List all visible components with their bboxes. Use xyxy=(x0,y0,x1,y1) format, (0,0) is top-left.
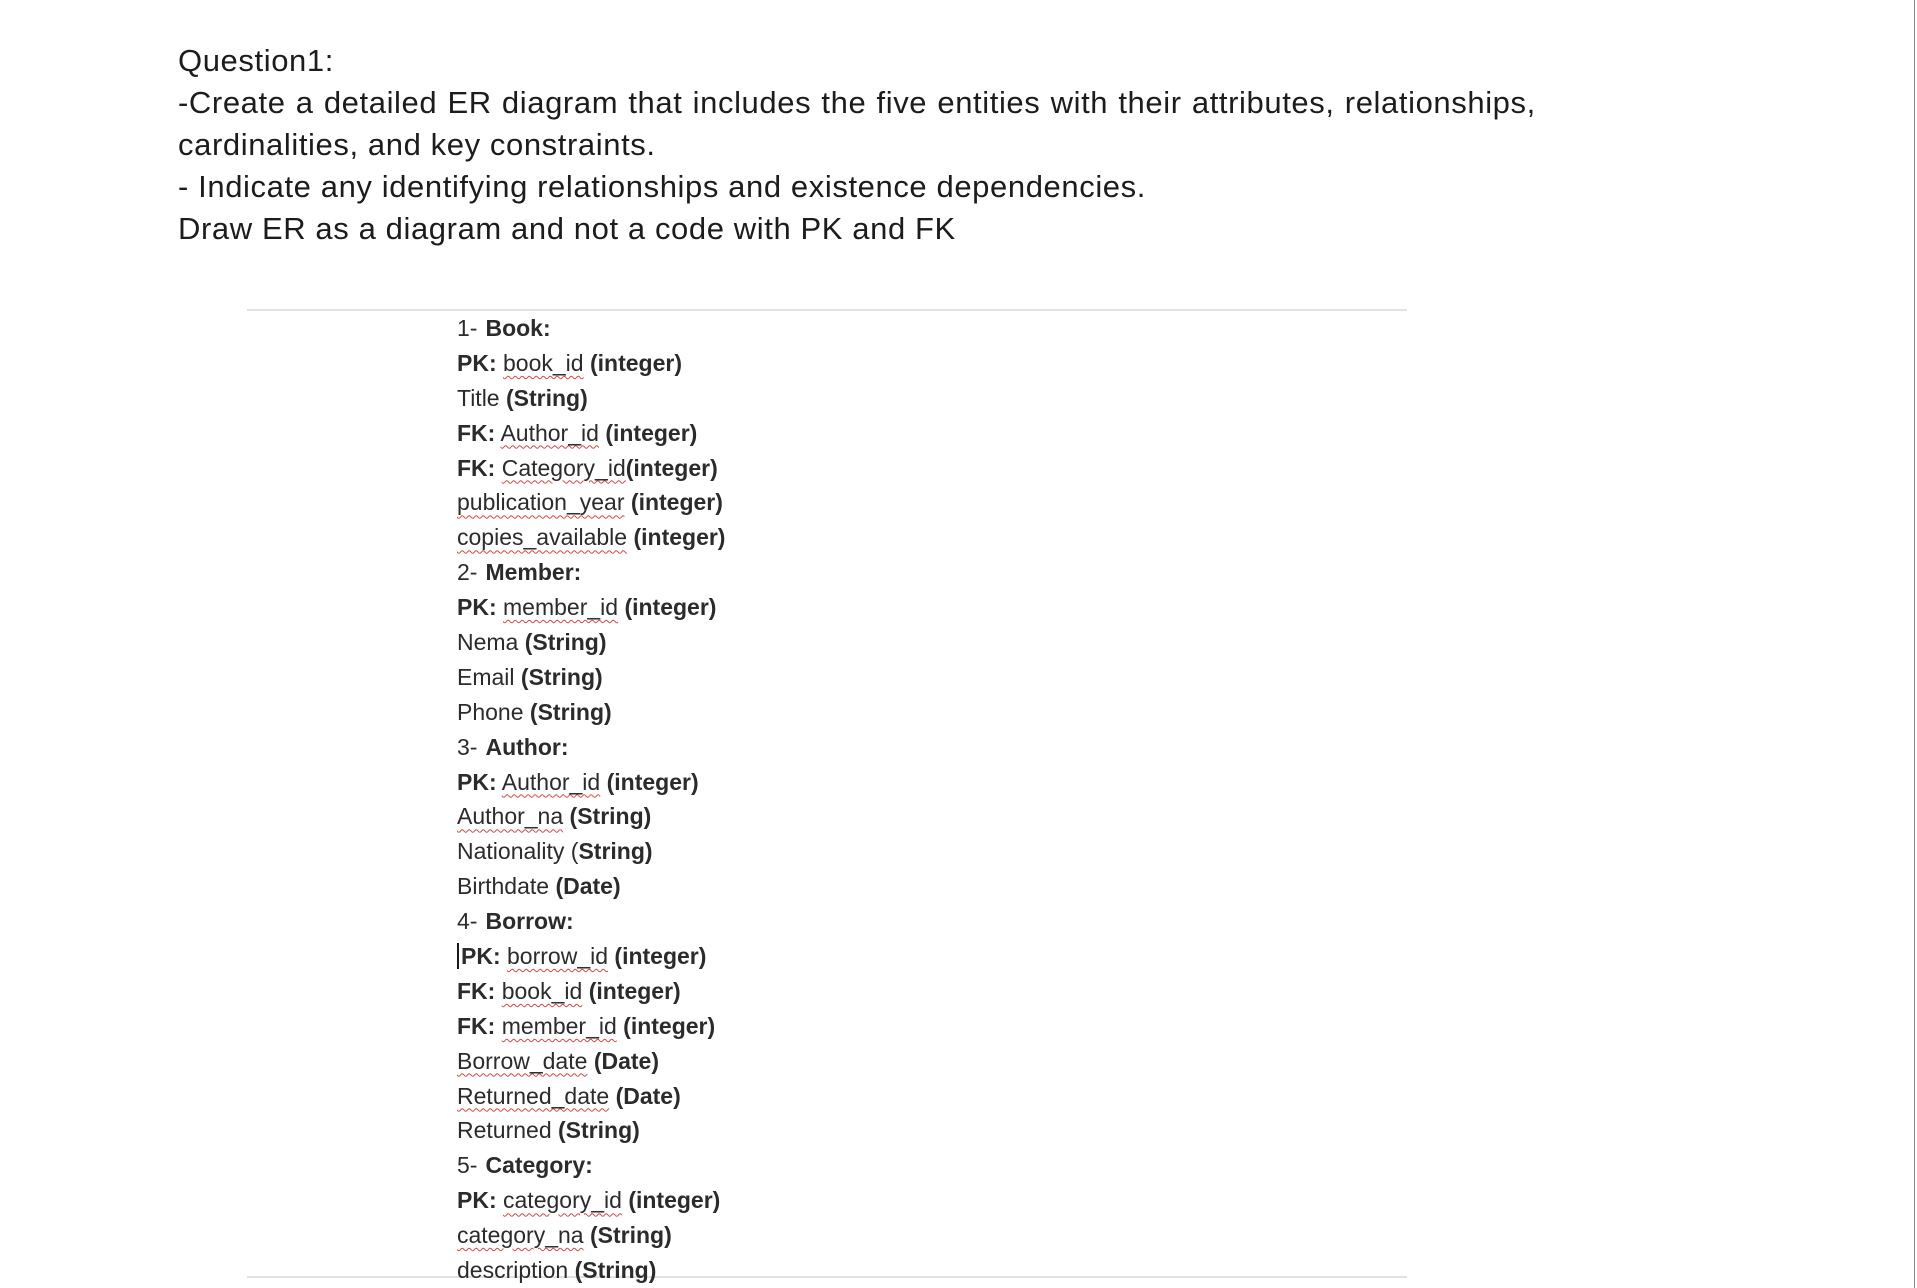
attribute-row xyxy=(457,974,725,1009)
attribute-type: (integer) xyxy=(630,489,723,516)
attribute-type: (integer) xyxy=(624,594,717,621)
key-prefix: PK: xyxy=(461,943,501,970)
attribute-name: Nationality ( xyxy=(457,838,579,865)
attribute-name: Category_id xyxy=(501,454,626,481)
attribute-row xyxy=(457,590,725,625)
attribute-type: (integer) xyxy=(589,349,682,376)
text-cursor xyxy=(457,943,459,969)
attribute-row xyxy=(457,381,725,416)
attribute-name: Author_id xyxy=(501,768,601,795)
attribute-type: (integer) xyxy=(633,524,726,551)
attribute-name: Email xyxy=(457,663,515,690)
entity-number: 5- xyxy=(457,1152,478,1179)
entity-name: Category: xyxy=(485,1152,593,1179)
entity-name: Member: xyxy=(485,559,582,586)
question-line-2: cardinalities, and key constraints. xyxy=(178,127,656,162)
attribute-name: copies_available xyxy=(457,524,628,551)
attribute-row xyxy=(457,485,725,520)
attribute-row xyxy=(457,939,725,974)
entity-heading xyxy=(457,730,725,765)
key-prefix: PK: xyxy=(457,1187,497,1214)
attribute-name: Nema xyxy=(457,629,519,656)
entity-list xyxy=(457,311,725,1288)
question-line-3: - Indicate any identifying relationships and existence dependencies. xyxy=(178,169,1146,204)
attribute-name: member_id xyxy=(501,1012,617,1039)
attribute-name: member_id xyxy=(503,594,619,621)
attribute-type: (Date) xyxy=(615,1082,681,1109)
key-prefix: FK: xyxy=(457,454,496,481)
key-prefix: FK: xyxy=(457,977,496,1004)
attribute-name: Author_id xyxy=(500,419,599,446)
attribute-row xyxy=(457,451,725,486)
entity-heading xyxy=(457,1148,725,1183)
page-right-border xyxy=(1914,0,1915,1288)
attribute-row xyxy=(457,625,725,660)
attribute-type: (Date) xyxy=(593,1047,659,1074)
attribute-row xyxy=(457,1253,725,1288)
key-prefix: FK: xyxy=(457,419,496,446)
attribute-name: description xyxy=(457,1257,569,1284)
entity-list-image xyxy=(247,309,1407,1284)
attribute-type: (String) xyxy=(520,663,603,690)
attribute-row xyxy=(457,1183,725,1218)
attribute-type: (String) xyxy=(524,629,607,656)
attribute-type: (integer) xyxy=(588,977,681,1004)
attribute-name: category_na xyxy=(457,1222,584,1249)
entity-number: 3- xyxy=(457,733,478,760)
attribute-type: (String) xyxy=(574,1257,657,1284)
attribute-type: (String) xyxy=(589,1222,672,1249)
attribute-type: (integer) xyxy=(606,768,699,795)
attribute-type: (integer) xyxy=(614,943,707,970)
attribute-name: Returned_date xyxy=(457,1082,610,1109)
entity-heading xyxy=(457,904,725,939)
attribute-row xyxy=(457,1044,725,1079)
attribute-row xyxy=(457,1079,725,1114)
entity-number: 2- xyxy=(457,559,478,586)
entity-member xyxy=(457,555,725,729)
entity-heading xyxy=(457,555,725,590)
question-title: Question1: xyxy=(178,43,334,78)
attribute-type: String) xyxy=(578,838,653,865)
attribute-row xyxy=(457,869,725,904)
entity-category xyxy=(457,1148,725,1288)
key-prefix: PK: xyxy=(457,768,497,795)
attribute-name: category_id xyxy=(503,1187,622,1214)
question-line-4: Draw ER as a diagram and not a code with PK and FK xyxy=(178,211,956,246)
question-text xyxy=(178,40,1578,250)
attribute-type: (integer) xyxy=(623,1012,716,1039)
entity-borrow xyxy=(457,904,725,1148)
entity-author xyxy=(457,730,725,904)
attribute-type: (integer) xyxy=(625,454,718,481)
entity-number: 4- xyxy=(457,908,478,935)
attribute-row xyxy=(457,1218,725,1253)
attribute-row xyxy=(457,834,725,869)
entity-name: Book: xyxy=(485,315,551,341)
attribute-name: book_id xyxy=(503,349,584,376)
attribute-name: publication_year xyxy=(457,489,625,516)
question-line-1: -Create a detailed ER diagram that includes the five entities with their attributes, relationships, xyxy=(178,85,1536,120)
attribute-row xyxy=(457,765,725,800)
key-prefix: FK: xyxy=(457,1012,496,1039)
key-prefix: PK: xyxy=(457,349,497,376)
attribute-type: (String) xyxy=(506,384,588,411)
attribute-row xyxy=(457,520,725,555)
attribute-row xyxy=(457,695,725,730)
attribute-type: (String) xyxy=(569,803,652,830)
attribute-type: (String) xyxy=(558,1117,640,1144)
entity-name: Author: xyxy=(485,733,569,760)
attribute-name: borrow_id xyxy=(507,943,609,970)
key-prefix: PK: xyxy=(457,594,497,621)
entity-number: 1- xyxy=(457,315,478,341)
entity-name: Borrow: xyxy=(485,908,574,935)
attribute-name: Author_na xyxy=(457,803,564,830)
attribute-type: (integer) xyxy=(628,1187,721,1214)
entity-book xyxy=(457,311,725,555)
attribute-name: book_id xyxy=(501,977,583,1004)
attribute-row xyxy=(457,660,725,695)
attribute-name: Birthdate xyxy=(457,873,550,900)
attribute-row xyxy=(457,1113,725,1148)
attribute-row xyxy=(457,416,725,451)
attribute-name: Phone xyxy=(457,698,524,725)
attribute-type: (Date) xyxy=(555,873,621,900)
attribute-row xyxy=(457,799,725,834)
attribute-name: Returned xyxy=(457,1117,552,1144)
attribute-row xyxy=(457,1009,725,1044)
entity-heading xyxy=(457,311,725,346)
attribute-name: Borrow_date xyxy=(457,1047,588,1074)
attribute-type: (integer) xyxy=(605,419,698,446)
attribute-name: Title xyxy=(457,384,500,411)
attribute-type: (String) xyxy=(529,698,612,725)
attribute-row xyxy=(457,346,725,381)
